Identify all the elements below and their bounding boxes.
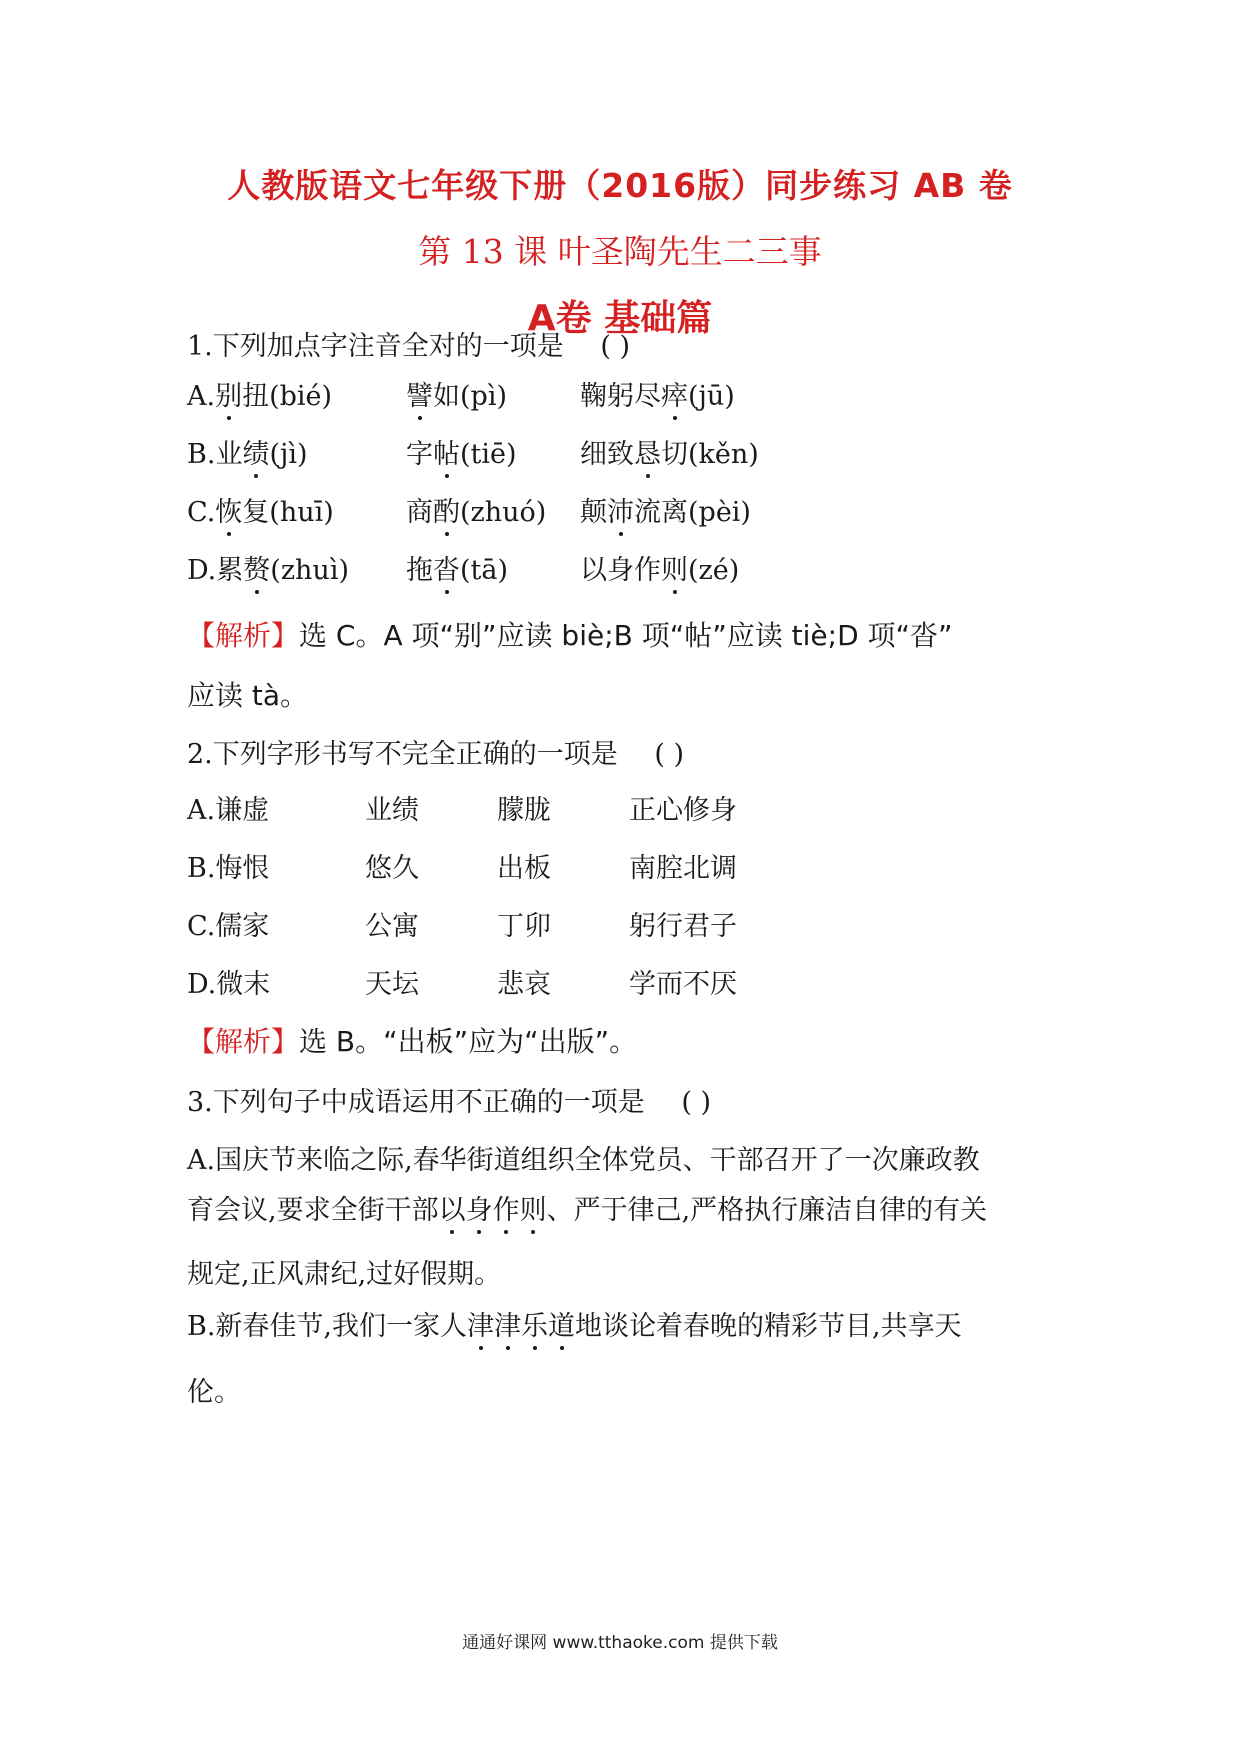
dotted-char: 沓: [433, 548, 460, 587]
word-part: 扭(bié): [242, 381, 333, 412]
word-part: 鞠躬尽: [580, 381, 661, 412]
word-part: (zé): [688, 555, 740, 586]
q1-option-a: [187, 374, 735, 413]
dotted-char: 则: [520, 1188, 547, 1227]
question-stem-text: 2.下列字形书写不完全正确的一项是: [187, 739, 618, 770]
option-word: 儒家: [215, 911, 270, 942]
option-word: 微末: [216, 969, 271, 1000]
word-part: 拖: [406, 555, 433, 586]
q3-option-a-line-1: A.国庆节来临之际,春华街道组织全体党员、干部召开了一次廉政教: [187, 1145, 980, 1176]
word-part: 以身作: [580, 555, 661, 586]
word-part: 细致: [580, 439, 634, 470]
option-letter: D.: [187, 969, 217, 1000]
option-word: 悲哀: [497, 969, 551, 1000]
option-word: 悔恨: [215, 853, 270, 884]
q2-option-b: [187, 846, 737, 885]
q1-option-b: [187, 432, 759, 471]
word-part: 切(kěn): [661, 439, 759, 470]
q1-answer-line-1: [187, 614, 953, 654]
option-word: 躬行君子: [629, 911, 737, 942]
sentence-part: 地谈论着春晚的精彩节目,共享天: [575, 1311, 962, 1342]
document-title: 人教版语文七年级下册（2016版）同步练习 AB 卷: [227, 166, 1013, 205]
word-part: 复(huī): [242, 497, 334, 528]
dotted-char: 津: [467, 1304, 494, 1343]
option-word: 朦胧: [497, 795, 551, 826]
option-word: 学而不厌: [629, 969, 737, 1000]
word-part: (tā): [460, 555, 509, 586]
question-3-stem: [187, 1080, 711, 1119]
dotted-char: 帖: [433, 432, 460, 471]
q2-option-c: [187, 904, 737, 943]
option-word: 出板: [497, 853, 551, 884]
dotted-char: 则: [661, 548, 688, 587]
question-2-stem: [187, 732, 684, 771]
option-letter: B.: [187, 853, 216, 884]
analysis-text: 选 B。“出板”应为“出版”。: [299, 1025, 638, 1058]
question-stem-text: 3.下列句子中成语运用不正确的一项是: [187, 1087, 645, 1118]
dotted-char: 恢: [215, 490, 242, 529]
word-part: (jì): [269, 439, 308, 470]
option-word: 业绩: [365, 795, 419, 826]
word-part: 商: [406, 497, 433, 528]
option-word: 正心修身: [629, 795, 737, 826]
option-letter: C.: [187, 911, 216, 942]
answer-blank: ( ): [600, 331, 631, 362]
q3-option-b-line-2: 伦。: [187, 1377, 241, 1408]
q2-answer: [187, 1020, 637, 1060]
dotted-char: 作: [493, 1188, 520, 1227]
lesson-title: 第 13 课 叶圣陶先生二三事: [418, 232, 822, 271]
dotted-char: 身: [466, 1188, 493, 1227]
dotted-char: 乐: [521, 1304, 548, 1343]
dotted-char: 赘: [243, 548, 270, 587]
word-part: 颠: [580, 497, 607, 528]
question-1-stem: [187, 324, 630, 363]
sentence-part: B.新春佳节,我们一家人: [187, 1311, 468, 1342]
option-word: 谦虚: [215, 795, 270, 826]
option-letter: A.: [187, 381, 216, 412]
word-part: (tiē): [460, 439, 517, 470]
word-part: (zhuì): [270, 555, 349, 586]
dotted-char: 津: [494, 1304, 521, 1343]
word-part: 字: [406, 439, 433, 470]
word-part: (zhuó): [460, 497, 547, 528]
analysis-tag: 【解析】: [187, 619, 300, 652]
option-letter: D.: [187, 555, 217, 586]
option-letter: C.: [187, 497, 216, 528]
question-stem-text: 1.下列加点字注音全对的一项是: [187, 331, 564, 362]
q3-option-a-line-2: [187, 1188, 987, 1227]
q1-answer-line-2: 应读 tà。: [187, 679, 309, 712]
option-word: 南腔北调: [629, 853, 737, 884]
word-part: 业: [215, 439, 243, 470]
option-word: 天坛: [365, 969, 419, 1000]
q1-option-d: [187, 548, 740, 587]
dotted-char: 别: [215, 374, 242, 413]
option-letter: B.: [187, 439, 216, 470]
dotted-char: 恳: [634, 432, 661, 471]
analysis-tag: 【解析】: [187, 1025, 300, 1058]
option-word: 丁卯: [497, 911, 551, 942]
dotted-char: 沛: [607, 490, 634, 529]
answer-blank: ( ): [681, 1087, 712, 1118]
q1-option-c: [187, 490, 751, 529]
option-word: 悠久: [365, 853, 419, 884]
dotted-char: 瘁: [661, 374, 688, 413]
dotted-char: 酌: [433, 490, 460, 529]
word-part: (jū): [688, 381, 735, 412]
dotted-char: 道: [548, 1304, 575, 1343]
q3-option-b-line-1: [187, 1304, 962, 1343]
dotted-char: 譬: [406, 374, 433, 413]
q2-option-a: [187, 788, 737, 827]
analysis-text: 选 C。A 项“别”应读 biè;B 项“帖”应读 tiè;D 项“沓”: [299, 619, 953, 652]
section-title: A卷 基础篇: [527, 298, 713, 339]
option-letter: A.: [187, 795, 216, 826]
q2-option-d: [187, 962, 737, 1001]
dotted-char: 绩: [242, 432, 269, 471]
option-word: 公寓: [365, 911, 419, 942]
sentence-part: 育会议,要求全街干部: [187, 1195, 439, 1226]
word-part: 流离(pèi): [634, 497, 751, 528]
sentence-part: 、严于律己,严格执行廉洁自律的有关: [546, 1195, 988, 1226]
word-part: 累: [216, 555, 244, 586]
answer-blank: ( ): [654, 739, 685, 770]
q3-option-a-line-3: 规定,正风肃纪,过好假期。: [187, 1259, 502, 1290]
word-part: 如(pì): [433, 381, 507, 412]
dotted-char: 以: [439, 1188, 466, 1227]
footer-credit: 通通好课网 www.tthaoke.com 提供下载: [462, 1633, 778, 1653]
